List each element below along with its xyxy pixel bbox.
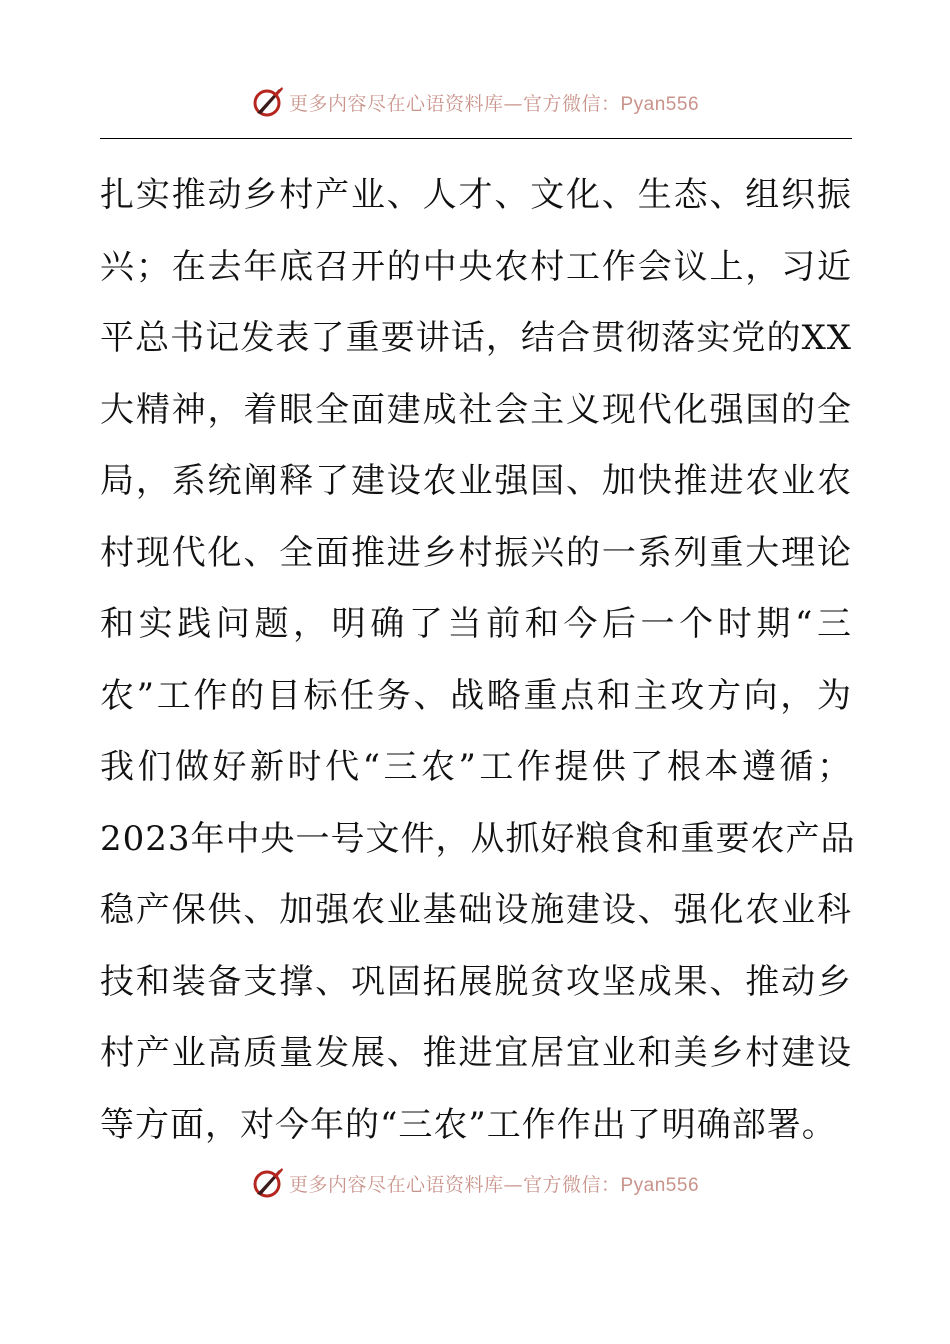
body-line: 我们做好新时代“三农”工作提供了根本遵循； — [100, 747, 852, 787]
header-watermark-text: 更多内容尽在心语资料库—官方微信：Pyan556 — [288, 92, 700, 115]
body-line: 村现代化、全面推进乡村振兴的一系列重大理论 — [100, 532, 852, 573]
header-watermark — [0, 82, 950, 122]
body-line: 稳产保供、加强农业基础设施建设、强化农业科 — [100, 890, 852, 930]
body-line: 2023年中央一号文件，从抓好粮食和重要农产品 — [100, 818, 856, 859]
body-line: 等方面，对今年的“三农”工作作出了明确部署。 — [100, 1104, 837, 1145]
header-divider — [100, 138, 852, 139]
body-line: 村产业高质量发展、推进宜居宜业和美乡村建设 — [100, 1033, 852, 1073]
body-line: 农”工作的目标任务、战略重点和主攻方向，为 — [100, 675, 852, 716]
body-line: 兴；在去年底召开的中央农村工作会议上，习近 — [100, 246, 852, 287]
body-line: 和实践问题，明确了当前和今后一个时期“三 — [100, 604, 852, 644]
quill-pen-logo-icon — [251, 1166, 285, 1200]
body-line: 局，系统阐释了建设农业强国、加快推进农业农 — [100, 461, 852, 501]
body-line: 技和装备支撑、巩固拓展脱贫攻坚成果、推动乡 — [100, 961, 852, 1002]
quill-pen-logo-icon — [251, 85, 285, 119]
footer-watermark-text: 更多内容尽在心语资料库—官方微信：Pyan556 — [288, 1173, 700, 1196]
body-line: 扎实推动乡村产业、人才、文化、生态、组织振 — [100, 175, 852, 215]
document-body — [100, 160, 856, 1161]
footer-watermark — [0, 1163, 950, 1203]
body-line: 平总书记发表了重要讲话，结合贯彻落实党的XX — [100, 318, 852, 358]
body-line: 大精神，着眼全面建成社会主义现代化强国的全 — [100, 389, 852, 430]
